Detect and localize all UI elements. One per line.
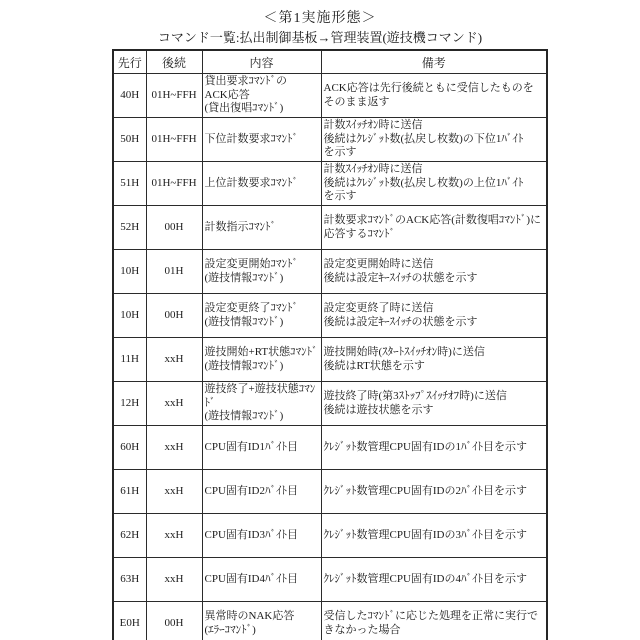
cell-trailing: xxH (146, 382, 202, 426)
cell-content: 下位計数要求ｺﾏﾝﾄﾞ (202, 118, 321, 162)
cell-trailing: xxH (146, 514, 202, 558)
cell-leading: 52H (113, 206, 146, 250)
page-subtitle: コマンド一覧:払出制御基板→管理装置(遊技機コマンド) (157, 30, 483, 45)
cell-remarks: ｸﾚｼﾞｯﾄ数管理CPU固有IDの2ﾊﾞｲﾄ目を示す (321, 470, 547, 514)
header-cell-content: 内容 (202, 50, 321, 74)
cell-trailing: 00H (146, 294, 202, 338)
table-row (113, 74, 547, 118)
cell-leading: 51H (113, 162, 146, 206)
cell-remarks: 受信したｺﾏﾝﾄﾞに応じた処理を正常に実行できなかった場合 (321, 602, 547, 640)
cell-trailing: xxH (146, 426, 202, 470)
cell-leading: 61H (113, 470, 146, 514)
cell-remarks: 遊技開始時(ｽﾀｰﾄｽｲｯﾁｵﾝ時)に送信 後続はRT状態を示す (321, 338, 547, 382)
cell-remarks: 設定変更開始時に送信 後続は設定ｷｰｽｲｯﾁの状態を示す (321, 250, 547, 294)
command-table (112, 49, 548, 640)
cell-trailing: 01H~FFH (146, 162, 202, 206)
table-row (113, 162, 547, 206)
header-cell-trailing: 後続 (146, 50, 202, 74)
cell-content: 設定変更開始ｺﾏﾝﾄﾞ (遊技情報ｺﾏﾝﾄﾞ) (202, 250, 321, 294)
cell-content: CPU固有ID4ﾊﾞｲﾄ目 (202, 558, 321, 602)
cell-trailing: 00H (146, 602, 202, 640)
table-row (113, 294, 547, 338)
cell-content: CPU固有ID3ﾊﾞｲﾄ目 (202, 514, 321, 558)
cell-remarks: 計数ｽｲｯﾁｵﾝ時に送信 後続はｸﾚｼﾞｯﾄ数(払戻し枚数)の上位1ﾊﾞｲﾄ を示す (321, 162, 547, 206)
cell-content: CPU固有ID2ﾊﾞｲﾄ目 (202, 470, 321, 514)
cell-content: 遊技開始+RT状態ｺﾏﾝﾄﾞ (遊技情報ｺﾏﾝﾄﾞ) (202, 338, 321, 382)
table-row (113, 426, 547, 470)
cell-content: 遊技終了+遊技状態ｺﾏﾝﾄﾞ (遊技情報ｺﾏﾝﾄﾞ) (202, 382, 321, 426)
cell-remarks: 設定変更終了時に送信 後続は設定ｷｰｽｲｯﾁの状態を示す (321, 294, 547, 338)
cell-remarks: ACK応答は先行後続ともに受信したものを そのまま返す (321, 74, 547, 118)
table-row (113, 602, 547, 640)
cell-leading: 10H (113, 250, 146, 294)
cell-trailing: 01H~FFH (146, 74, 202, 118)
cell-content: 計数指示ｺﾏﾝﾄﾞ (202, 206, 321, 250)
cell-leading: 11H (113, 338, 146, 382)
table-row (113, 514, 547, 558)
table-body (113, 74, 547, 640)
cell-remarks: ｸﾚｼﾞｯﾄ数管理CPU固有IDの3ﾊﾞｲﾄ目を示す (321, 514, 547, 558)
cell-leading: 50H (113, 118, 146, 162)
header-cell-leading: 先行 (113, 50, 146, 74)
cell-content: 貸出要求ｺﾏﾝﾄﾞの ACK応答 (貸出復唱ｺﾏﾝﾄﾞ) (202, 74, 321, 118)
cell-trailing: xxH (146, 338, 202, 382)
cell-content: 異常時のNAK応答 (ｴﾗｰｺﾏﾝﾄﾞ) (202, 602, 321, 640)
cell-leading: 12H (113, 382, 146, 426)
cell-leading: 62H (113, 514, 146, 558)
cell-remarks: ｸﾚｼﾞｯﾄ数管理CPU固有IDの1ﾊﾞｲﾄ目を示す (321, 426, 547, 470)
cell-trailing: 01H~FFH (146, 118, 202, 162)
cell-leading: 63H (113, 558, 146, 602)
cell-leading: E0H (113, 602, 146, 640)
cell-content: 上位計数要求ｺﾏﾝﾄﾞ (202, 162, 321, 206)
cell-content: 設定変更終了ｺﾏﾝﾄﾞ (遊技情報ｺﾏﾝﾄﾞ) (202, 294, 321, 338)
header-cell-remarks: 備考 (321, 50, 547, 74)
cell-trailing: 01H (146, 250, 202, 294)
page-title: ＜第1実施形態＞ (263, 11, 377, 26)
table-row (113, 206, 547, 250)
table-row (113, 470, 547, 514)
table-row (113, 382, 547, 426)
cell-leading: 40H (113, 74, 146, 118)
cell-leading: 60H (113, 426, 146, 470)
cell-content: CPU固有ID1ﾊﾞｲﾄ目 (202, 426, 321, 470)
table-row (113, 118, 547, 162)
cell-trailing: xxH (146, 558, 202, 602)
table-row (113, 558, 547, 602)
cell-remarks: ｸﾚｼﾞｯﾄ数管理CPU固有IDの4ﾊﾞｲﾄ目を示す (321, 558, 547, 602)
cell-trailing: 00H (146, 206, 202, 250)
cell-remarks: 計数要求ｺﾏﾝﾄﾞのACK応答(計数復唱ｺﾏﾝﾄﾞ)に応答するｺﾏﾝﾄﾞ (321, 206, 547, 250)
cell-trailing: xxH (146, 470, 202, 514)
header-row (113, 50, 547, 74)
cell-leading: 10H (113, 294, 146, 338)
table-row (113, 250, 547, 294)
cell-remarks: 計数ｽｲｯﾁｵﾝ時に送信 後続はｸﾚｼﾞｯﾄ数(払戻し枚数)の下位1ﾊﾞｲﾄ を示す (321, 118, 547, 162)
table-row (113, 338, 547, 382)
cell-remarks: 遊技終了時(第3ｽﾄｯﾌﾟｽｲｯﾁｵﾌ時)に送信 後続は遊技状態を示す (321, 382, 547, 426)
